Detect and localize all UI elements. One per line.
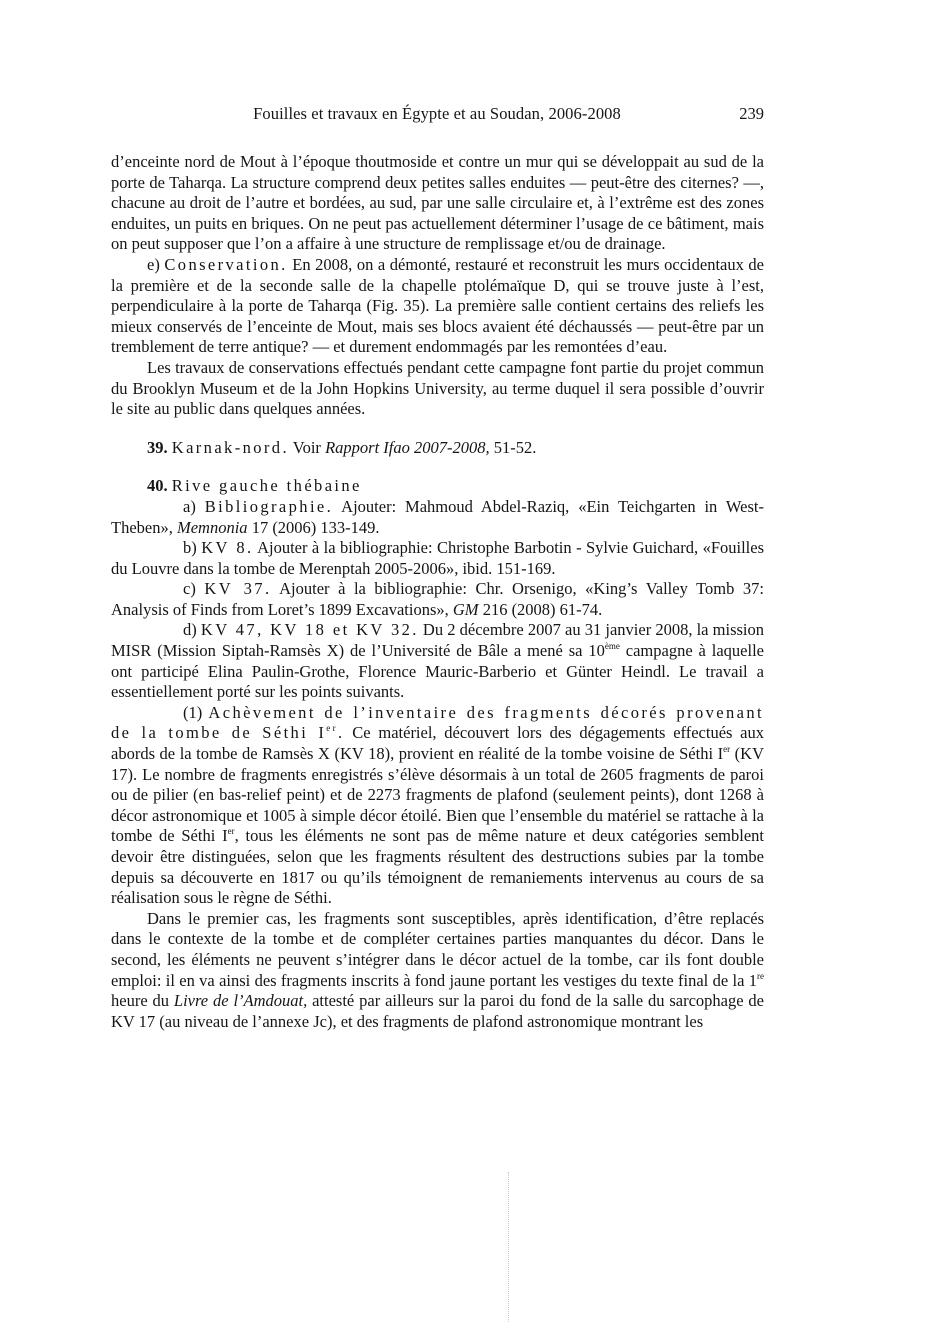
paragraph-conservation-project: Les travaux de conservations effectués pendant cette campagne font partie du projet commun du Brooklyn Museum et de la John Hopkins University, au terme duquel il sera possible d’ouvrir le site au public dans quelques années. bbox=[111, 357, 764, 419]
item-inventaire-fragments: (1) Achèvement de l’inventaire des fragments décorés provenant de la tombe de Séthi Ier. Ce matériel, découvert lors des dégagements effectués aux abords de la tombe de Ramsès X (KV 18), provient en réalité de la tombe voisine de Séthi Ier (KV 17). Le nombre de fragments enregistrés s’élève désormais à un total de 2605 fragments de paroi ou de pilier (en bas-relief peint) et de 2273 fragments de plafond (seulement peints), dont 1268 à décor astronomique et 1005 à simple décor étoilé. Bien que l’ensemble du matériel se rattache à la tombe de Séthi Ier, tous les éléments ne sont pas de même nature et deux catégories semblent devoir être distinguées, selon que les fragments résultent des destructions subies par la tombe depuis sa découverte en 1817 ou qu’ils témoignent de remaniements intervenus au cours de sa réalisation sous le règne de Séthi. bbox=[111, 702, 765, 908]
subheading-kv37: KV 37. bbox=[204, 579, 272, 599]
paragraph-conservation: e) Conservation. En 2008, on a démonté, restauré et reconstruit les murs occidentaux de la première et de la seconde salle de la chapelle ptolémaïque D, qui se trouve juste à l’est, perpendiculaire à la porte de Taharqa (Fig. 35). La première salle contient certains des reliefs les mieux conservés de l’enceinte de Mout, mais ses blocs avaient été déchaussés — peut-être par un tremblement de terre antique? — et durement endommagés par les remontées d’eau. bbox=[111, 254, 764, 357]
subheading-kv8: KV 8. bbox=[201, 538, 254, 558]
report-reference: Rapport Ifao 2007-2008, bbox=[325, 437, 490, 457]
body-text bbox=[111, 152, 764, 1032]
section-title: Rive gauche thébaine bbox=[171, 476, 362, 496]
subheading-kv47: KV 47, KV 18 et KV 32. bbox=[200, 620, 419, 640]
item-kv37: c) KV 37. Ajouter à la bibliographie: Chr. Orsenigo, «King’s Valley Tomb 37: Analysis of Finds from Loret’s 1899 Excavations», GM 216 (2008) 61-74. bbox=[111, 579, 764, 619]
subheading-conservation: Conservation. bbox=[164, 254, 288, 274]
paragraph-mout-structure: d’enceinte nord de Mout à l’époque thoutmoside et contre un mur qui se développait au sud de la porte de Taharqa. La structure comprend deux petites salles enduites — peut-être des citernes? —, chacune au droit de l’autre et bordées, au sud, par une salle circulaire et, à l’extrême est des zones enduites, un puits en briques. On ne peut pas actuellement déterminer l’usage de ce bâtiment, mais on peut supposer que l’on a affaire à une structure de remplissage et/ou de drainage. bbox=[111, 152, 764, 254]
scan-artifact-line bbox=[508, 1172, 510, 1322]
section-title: Karnak-nord. bbox=[171, 437, 289, 457]
subheading-bibliographie: Bibliographie. bbox=[204, 496, 334, 516]
item-kv8: b) KV 8. Ajouter à la bibliographie: Christophe Barbotin - Sylvie Guichard, «Fouilles du Louvre dans la tombe de Merenptah 2005-2006», ibid. 151-169. bbox=[111, 538, 764, 578]
section-40 bbox=[111, 476, 764, 497]
item-kv47-kv18-kv32: d) KV 47, KV 18 et KV 32. Du 2 décembre 2007 au 31 janvier 2008, la mission MISR (Mission Siptah-Ramsès X) de l’Université de Bâle a mené sa 10ème campagne à laquelle ont participé Elina Paulin-Grothe, Florence Mauric-Barberio et Günter Heindl. Le travail a essentiellement porté sur les points suivants. bbox=[111, 620, 764, 702]
section-number: 39. bbox=[147, 437, 168, 457]
journal-title: Memnonia bbox=[176, 517, 248, 537]
section-number: 40. bbox=[147, 476, 168, 496]
journal-title: GM bbox=[452, 599, 479, 619]
subheading-inventaire: Achèvement de l’inventaire des fragments décorés provenant de la tombe de Séthi Ier. bbox=[111, 702, 764, 743]
section-39: 39. Karnak-nord. Voir Rapport Ifao 2007-2008, 51-52. bbox=[147, 437, 537, 457]
book-title: Livre de l’Amdouat, bbox=[173, 991, 308, 1011]
running-title: Fouilles et travaux en Égypte et au Soudan, 2006-2008 bbox=[253, 104, 621, 123]
item-bibliographie: a) Bibliographie. Ajouter: Mahmoud Abdel-Raziq, «Ein Teichgarten in West-Theben», Memnonia 17 (2006) 133-149. bbox=[111, 496, 764, 537]
paragraph-fragment-categories: Dans le premier cas, les fragments sont susceptibles, après identification, d’être replacés dans le contexte de la tombe et de compléter certaines parties manquantes du décor. Dans le second, les éléments ne peuvent s’intégrer dans le décor actuel de la tombe, car ils font double emploi: il en va ainsi des fragments inscrits à fond jaune portant les vestiges du texte final de la 1re heure du Livre de l’Amdouat, attesté par ailleurs sur la paroi du fond de la salle du sarcophage de KV 17 (au niveau de l’annexe Jc), et des fragments de plafond astronomique montrant les bbox=[111, 908, 764, 1031]
page-number: 239 bbox=[739, 104, 764, 123]
